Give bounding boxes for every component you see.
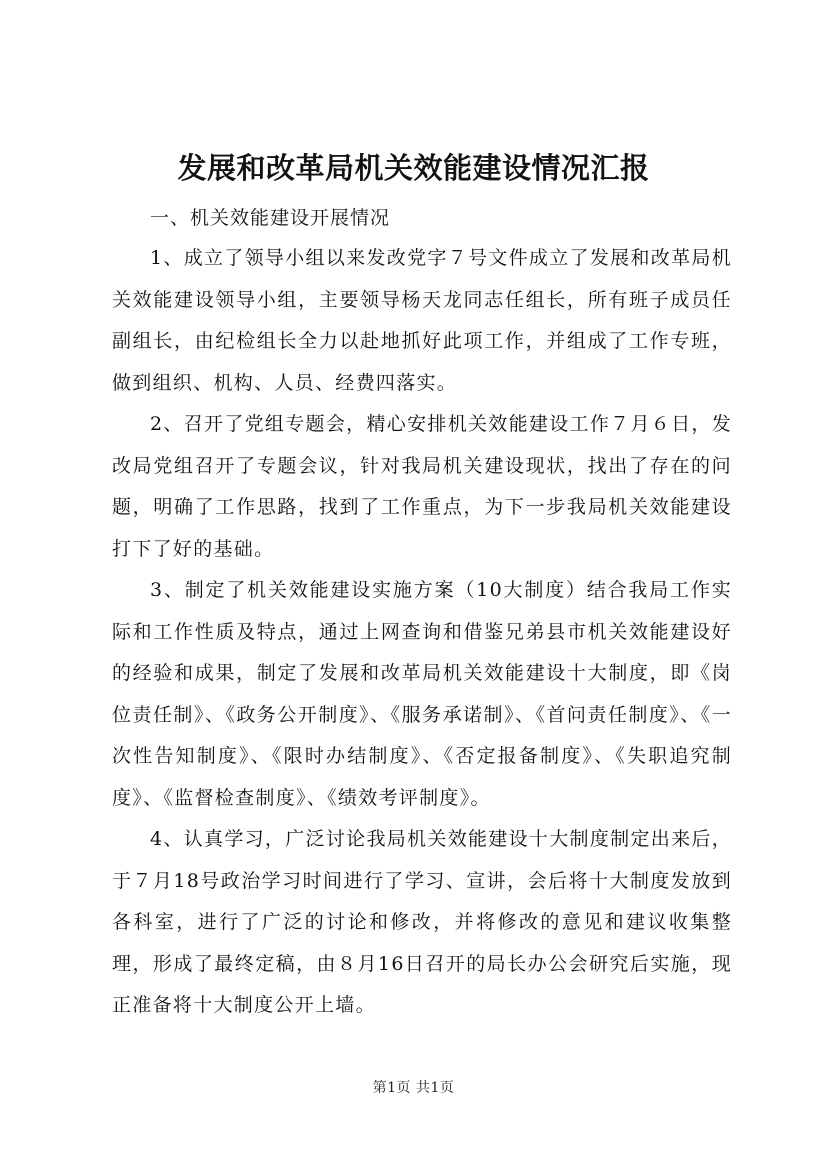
paragraph-4: 4、认真学习，广泛讨论我局机关效能建设十大制度制定出来后，于７月18号政治学习时间进行了学习、宣讲，会后将十大制度发放到各科室，进行了广泛的讨论和修改，并将修改的意见和建议收集整理，形成了最终定稿，由８月16日召开的局长办公会研究后实施，现正准备将十大制度公开上墙。: [112, 828, 732, 1016]
page-footer: 第1页 共1页: [372, 1080, 455, 1096]
document-title: 发展和改革局机关效能建设情况汇报: [177, 151, 650, 185]
paragraph-1: 1、成立了领导小组以来发改党字７号文件成立了发展和改革局机关效能建设领导小组，主要领导杨天龙同志任组长，所有班子成员任副组长，由纪检组长全力以赴地抓好此项工作，并组成了工作专班，做到组织、机构、人员、经费四落实。: [112, 247, 732, 394]
section-heading: 一、机关效能建设开展情况: [150, 207, 391, 229]
paragraph-2: 2、召开了党组专题会，精心安排机关效能建设工作７月６日，发改局党组召开了专题会议，针对我局机关建设现状，找出了存在的问题，明确了工作思路，找到了工作重点，为下一步我局机关效能建设打下了好的基础。: [112, 413, 732, 560]
paragraph-3: 3、制定了机关效能建设实施方案（10大制度）结合我局工作实际和工作性质及特点，通过上网查询和借鉴兄弟县市机关效能建设好的经验和成果，制定了发展和改革局机关效能建设十大制度，即《岗位责任制》、《政务公开制度》、《服务承诺制》、《首问责任制度》、《一次性告知制度》、《限时办结制度》、《否定报备制度》、《失职追究制度》、《监督检查制度》、《绩效考评制度》。: [112, 579, 732, 809]
document-body: [112, 198, 732, 1027]
